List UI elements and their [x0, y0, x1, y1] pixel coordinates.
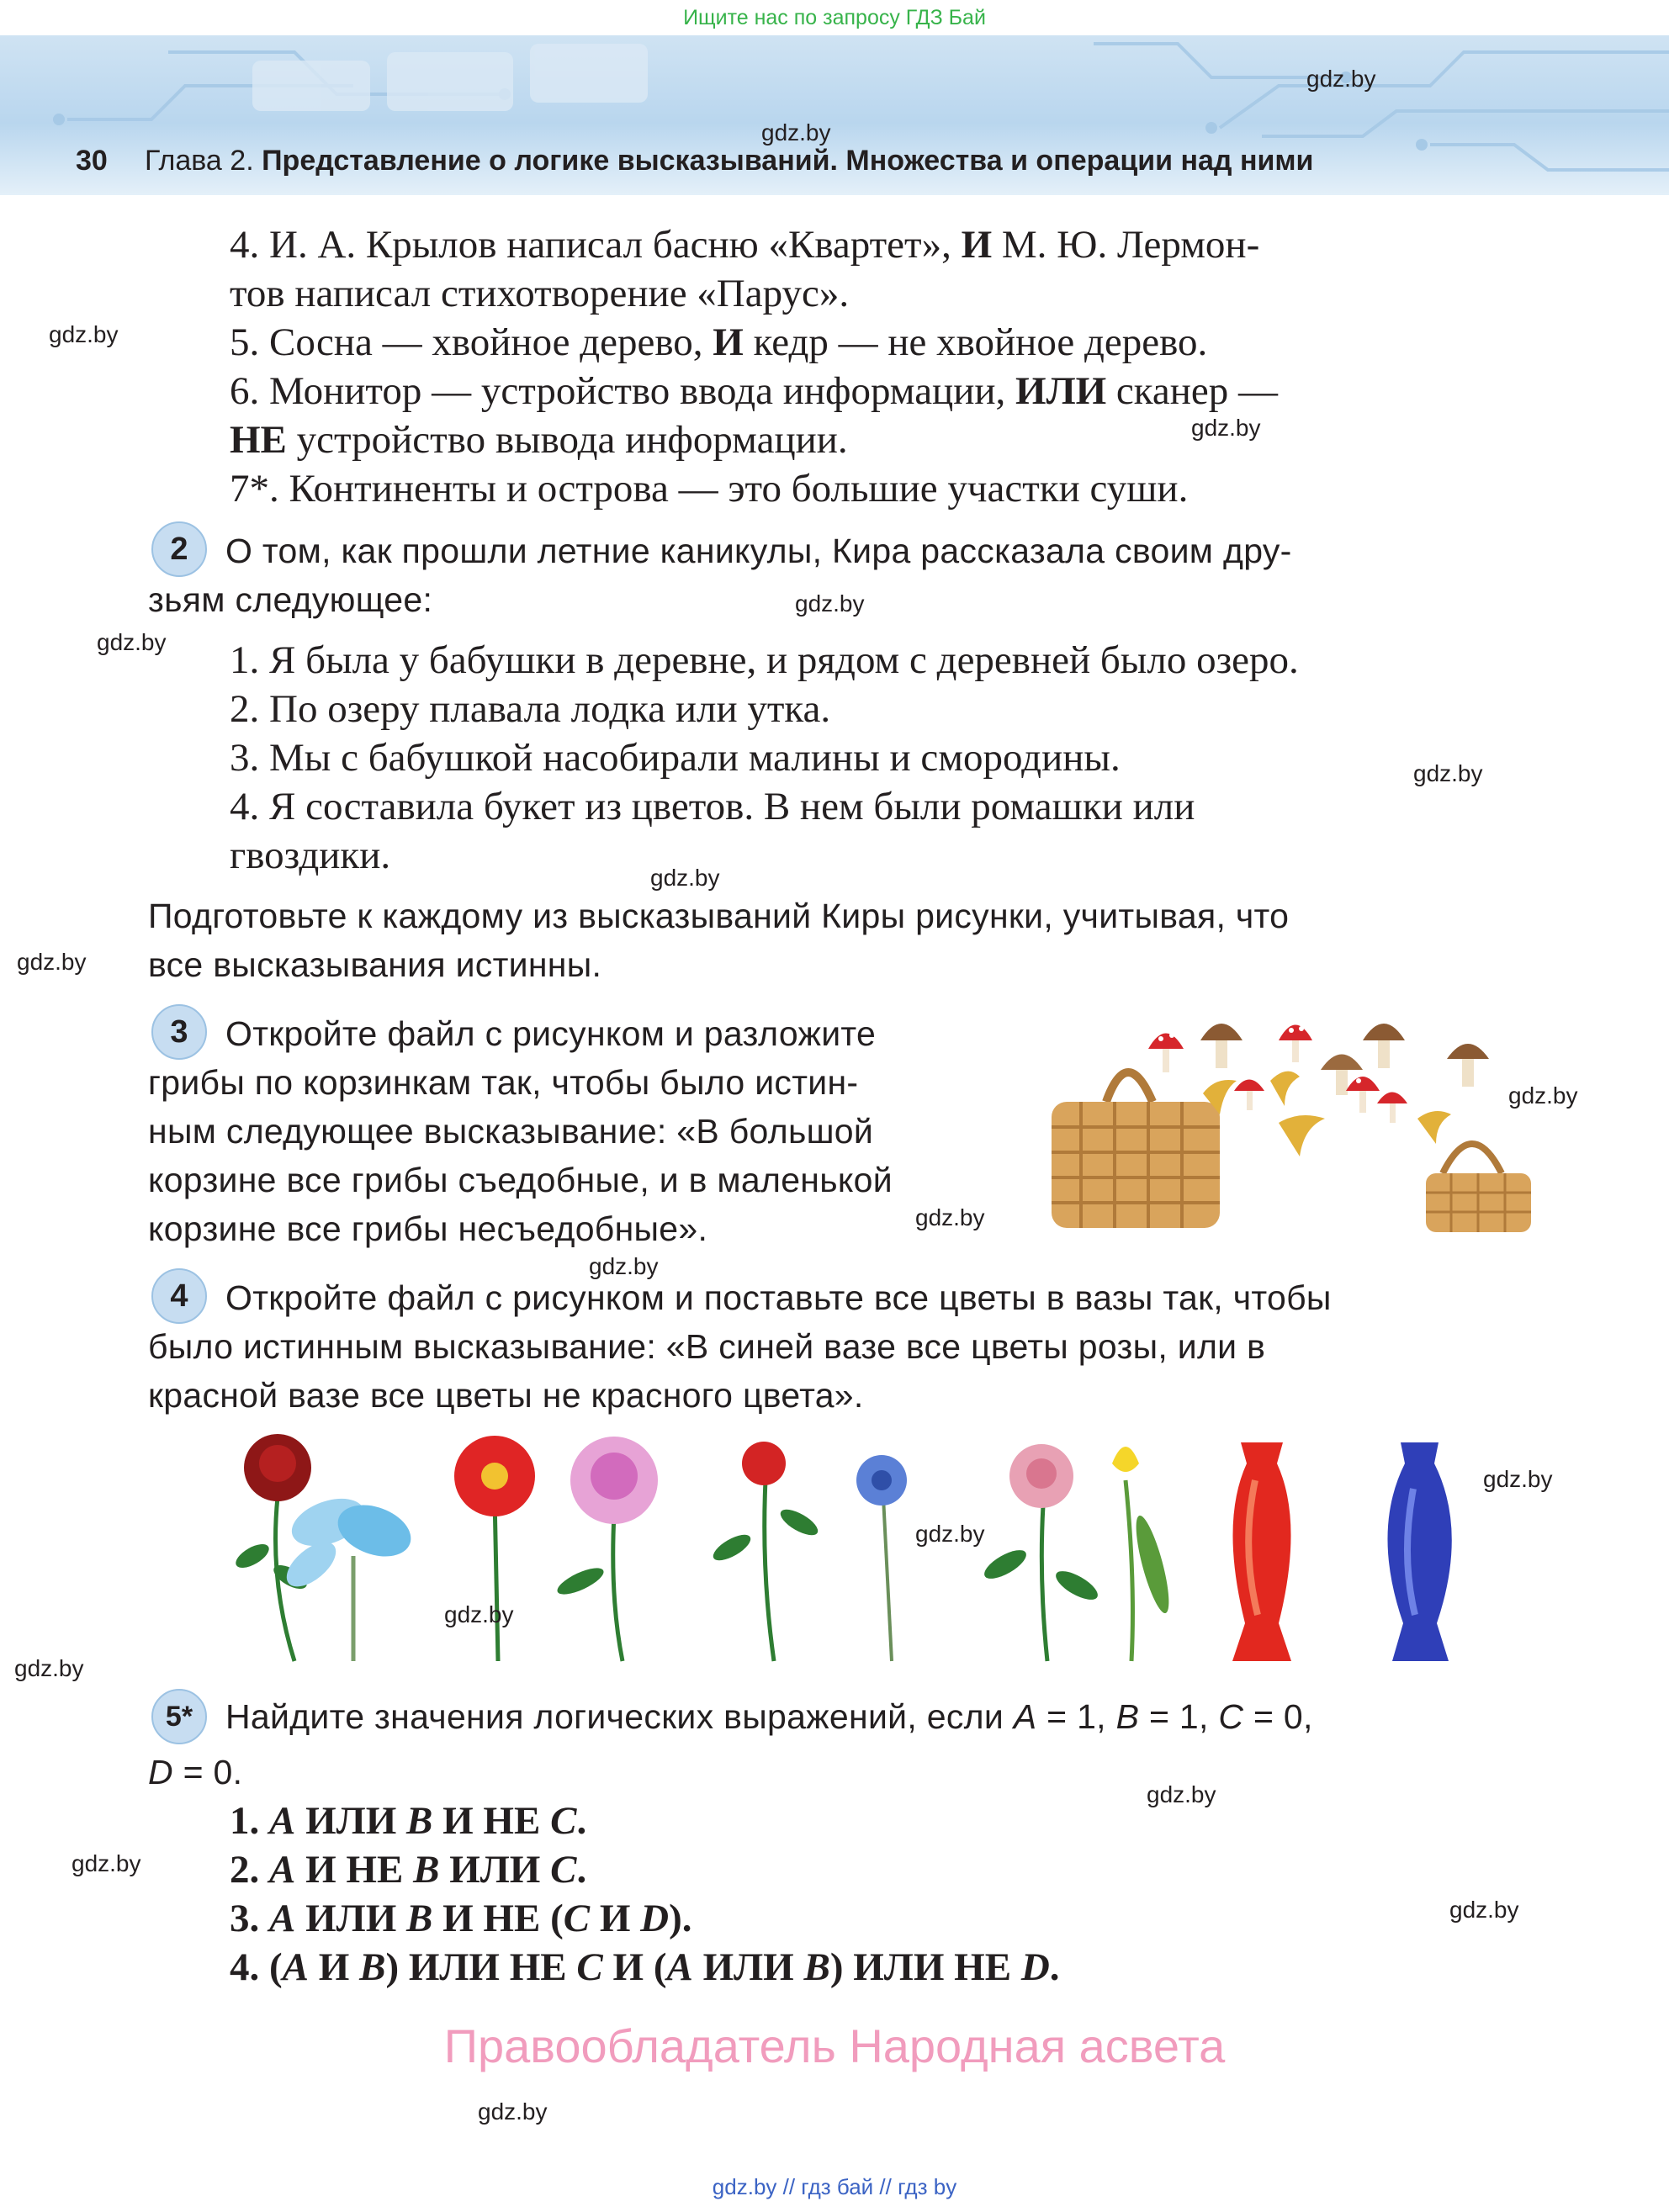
- watermark: gdz.by: [1191, 415, 1261, 441]
- statement-4b: тов написал стихотворение «Парус».: [230, 272, 850, 315]
- copyright-notice: Правообладатель Народная асвета: [443, 2019, 1226, 2072]
- watermark: gdz.by: [915, 1521, 985, 1547]
- porcini-mushroom: [1363, 1024, 1405, 1068]
- task5-intro: Найдите значения логических выражений, если A = 1, B = 1, C = 0,: [225, 1697, 1313, 1736]
- statement-6b: НЕ устройство вывода информации.: [230, 418, 848, 462]
- chapter-prefix: Глава 2.: [145, 145, 254, 177]
- task-4-badge: 4: [151, 1268, 207, 1324]
- blue-vase: [1387, 1442, 1451, 1661]
- task4-text: было истинным высказывание: «В синей вазе все цветы розы, или в: [148, 1327, 1266, 1366]
- watermark: gdz.by: [915, 1204, 985, 1230]
- task2-intro-2: зьям следующее:: [148, 580, 433, 619]
- task-3-badge: 3: [151, 1004, 207, 1060]
- chanterelle-mushroom: [1279, 1115, 1325, 1156]
- pink-peony: [554, 1437, 658, 1661]
- red-rose: [232, 1434, 311, 1661]
- statement-7: 7*. Континенты и острова — это большие участки суши.: [230, 467, 1189, 511]
- task4-text-3: красной вазе все цветы не красного цвета».: [148, 1376, 864, 1415]
- red-rose-small: [709, 1442, 821, 1661]
- kira-statement: 3. Мы с бабушкой насобирали малины и смородины.: [230, 736, 1121, 780]
- task2-outro-2: все высказывания истинны.: [148, 945, 602, 984]
- fly-agaric-mushroom: [1346, 1077, 1380, 1113]
- small-basket: [1426, 1144, 1531, 1232]
- expression-4: 4. (A И B) ИЛИ НЕ C И (A ИЛИ B) ИЛИ НЕ D.: [230, 1945, 1060, 1989]
- task-5-badge: 5*: [151, 1689, 207, 1744]
- watermark: gdz.by: [761, 119, 831, 146]
- yellow-tulip: [1112, 1447, 1175, 1661]
- statement-4a: 4. И. А. Крылов написал басню «Квартет», И М. Ю. Лермон-: [230, 223, 1260, 267]
- kira-statement: 4. Я составила букет из цветов. В нем были ромашки или: [230, 785, 1195, 828]
- red-vase: [1232, 1442, 1291, 1661]
- kira-statement: 1. Я была у бабушки в деревне, и рядом с деревней было озеро.: [230, 638, 1299, 682]
- chapter-name: Представление о логике высказываний. Множества и операции над ними: [262, 145, 1314, 177]
- watermark: gdz.by: [1508, 1082, 1578, 1109]
- watermark: gdz.by: [650, 865, 720, 891]
- watermark: gdz.by: [795, 590, 865, 617]
- mushrooms-baskets-illustration: [1047, 997, 1535, 1236]
- statement-5: 5. Сосна — хвойное дерево, И кедр — не хвойное дерево.: [230, 320, 1208, 364]
- footer-links[interactable]: gdz.by // гдз бай // гдз by: [712, 2174, 957, 2199]
- watermark: gdz.by: [1449, 1897, 1519, 1923]
- watermark: gdz.by: [17, 949, 87, 975]
- watermark: gdz.by: [1413, 760, 1483, 786]
- task3-text-1: Откройте файл с рисунком и разложите: [225, 1014, 877, 1053]
- watermark: gdz.by: [1147, 1781, 1216, 1807]
- kira-statement: гвоздики.: [230, 833, 391, 877]
- kira-statement: 2. По озеру плавала лодка или утка.: [230, 687, 831, 731]
- fly-agaric-mushroom: [1234, 1080, 1264, 1111]
- task1-statements: [230, 220, 1529, 513]
- pink-rose: [980, 1444, 1101, 1661]
- porcini-mushroom: [1200, 1024, 1242, 1068]
- chapter-title: [145, 145, 1313, 177]
- expression-1: 1. A ИЛИ B И НЕ C.: [230, 1799, 587, 1843]
- chanterelle-mushroom: [1270, 1072, 1300, 1106]
- watermark: gdz.by: [1483, 1466, 1553, 1492]
- task-2-badge: 2: [151, 521, 207, 577]
- watermark: gdz.by: [444, 1601, 514, 1627]
- task5-expressions: [230, 1797, 1529, 1992]
- expression-3: 3. A ИЛИ B И НЕ (C И D).: [230, 1897, 692, 1940]
- task2-statements: [230, 636, 1529, 880]
- watermark: gdz.by: [1306, 66, 1376, 92]
- watermark: gdz.by: [72, 1850, 141, 1876]
- task4-text-1: Откройте файл с рисунком и поставьте все цветы в вазы так, чтобы: [225, 1278, 1332, 1317]
- top-banner: Ищите нас по запросу ГДЗ Бай: [0, 0, 1669, 35]
- watermark: gdz.by: [478, 2098, 548, 2125]
- expression-2: 2. A И НЕ B ИЛИ C.: [230, 1848, 587, 1892]
- fly-agaric-mushroom: [1279, 1025, 1312, 1063]
- watermark: gdz.by: [589, 1253, 659, 1279]
- big-basket: [1052, 1072, 1220, 1228]
- chanterelle-mushroom: [1417, 1111, 1451, 1144]
- cornflower: [856, 1455, 907, 1661]
- task5-intro-2: D = 0.: [148, 1753, 243, 1791]
- watermark: gdz.by: [14, 1655, 84, 1681]
- fly-agaric-mushroom: [1148, 1033, 1184, 1072]
- blue-flower: [279, 1490, 418, 1661]
- watermark: gdz.by: [49, 321, 119, 347]
- task2-outro: Подготовьте к каждому из высказываний Киры рисунки, учитывая, что: [148, 897, 1290, 935]
- page-number: 30: [76, 145, 108, 177]
- watermark: gdz.by: [97, 629, 167, 655]
- task3-text: грибы по корзинкам так, чтобы было истин- ным следующее высказывание: «В большой корзине все грибы съедобные, и в маленькой корзине все грибы несъедобные».: [148, 1063, 893, 1248]
- fly-agaric-mushroom: [1377, 1093, 1407, 1124]
- porcini-mushroom: [1447, 1044, 1489, 1087]
- flowers-vases-illustration: [227, 1430, 1464, 1665]
- task2-intro: О том, как прошли летние каникулы, Кира рассказала своим дру-: [225, 532, 1292, 570]
- statement-6a: 6. Монитор — устройство ввода информации, ИЛИ сканер —: [230, 369, 1279, 413]
